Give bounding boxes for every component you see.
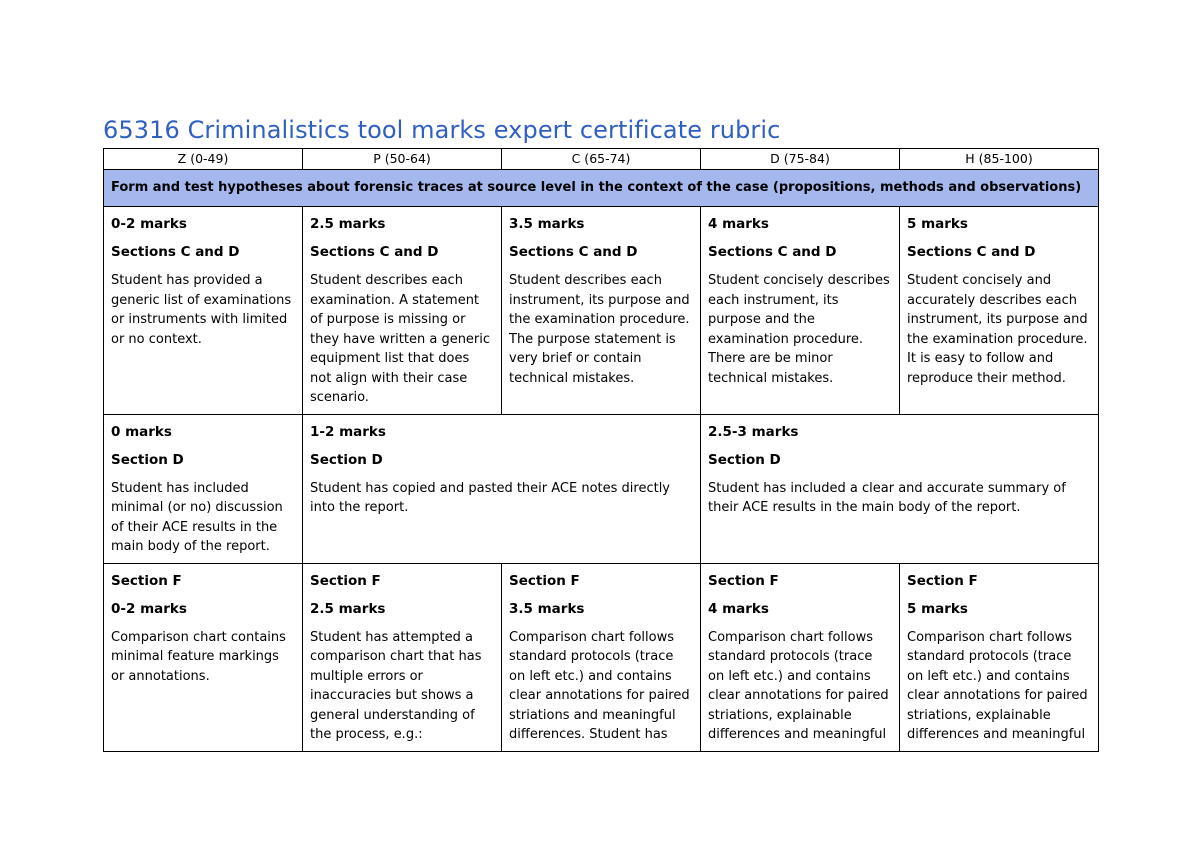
marks-label: 2.5 marks xyxy=(310,600,386,617)
marks-label: 0-2 marks xyxy=(111,600,187,617)
criterion-heading: Form and test hypotheses about forensic traces at source level in the context of the case (propositions, methods and observations) xyxy=(104,170,1099,207)
rubric-row-methods xyxy=(104,207,1099,415)
marks-label: 0-2 marks xyxy=(111,216,187,232)
criterion-description: Comparison chart follows standard protocols (trace on left etc.) and contains clear annotations for paired striations, explainable differences and meaningful xyxy=(708,629,889,742)
section-label: Section D xyxy=(310,451,383,468)
cell-chart-d xyxy=(701,563,900,751)
criterion-description: Student concisely and accurately describes each instrument, its purpose and the examination procedure. It is easy to follow and reproduce their method. xyxy=(907,273,1088,386)
criterion-description: Comparison chart follows standard protocols (trace on left etc.) and contains clear annotations for paired striations and meaningful differences. Student has xyxy=(509,629,690,742)
criterion-description: Student describes each instrument, its purpose and the examination procedure. The purpose statement is very brief or contain technical mistakes. xyxy=(509,273,690,386)
cell-chart-h xyxy=(900,563,1099,751)
rubric-row-comparison-chart xyxy=(104,563,1099,751)
cell-methods-h xyxy=(900,207,1099,415)
cell-methods-p xyxy=(303,207,502,415)
criterion-row xyxy=(104,170,1099,207)
cell-ace-z xyxy=(104,414,303,563)
cell-methods-d xyxy=(701,207,900,415)
cell-methods-c xyxy=(502,207,701,415)
criterion-description: Student has copied and pasted their ACE notes directly into the report. xyxy=(310,480,671,515)
marks-label: 1-2 marks xyxy=(310,423,386,440)
section-label: Section F xyxy=(509,572,580,589)
marks-label: 3.5 marks xyxy=(509,600,585,617)
criterion-description: Student concisely describes each instrument, its purpose and the examination procedure. There are be minor technical mistakes. xyxy=(708,273,890,386)
section-label: Sections C and D xyxy=(509,244,638,260)
page-title: 65316 Criminalistics tool marks expert certificate rubric xyxy=(103,116,781,144)
rubric-row-ace-results xyxy=(104,414,1099,563)
cell-ace-d-h xyxy=(701,414,1099,563)
cell-chart-c xyxy=(502,563,701,751)
marks-label: 4 marks xyxy=(708,600,769,617)
criterion-description: Student has provided a generic list of examinations or instruments with limited or no context. xyxy=(111,273,292,347)
criterion-description: Student has included a clear and accurate summary of their ACE results in the main body of the report. xyxy=(708,480,1066,515)
cell-ace-p-c xyxy=(303,414,701,563)
cell-chart-p xyxy=(303,563,502,751)
band-d-header: D (75-84) xyxy=(701,149,900,170)
marks-label: 5 marks xyxy=(907,216,968,232)
band-z-header: Z (0-49) xyxy=(104,149,303,170)
marks-label: 5 marks xyxy=(907,600,968,617)
criterion-description: Comparison chart contains minimal feature markings or annotations. xyxy=(111,629,286,684)
cell-methods-z xyxy=(104,207,303,415)
marks-label: 3.5 marks xyxy=(509,216,585,232)
section-label: Section F xyxy=(708,572,779,589)
marks-label: 2.5 marks xyxy=(310,216,386,232)
criterion-description: Student describes each examination. A statement of purpose is missing or they have written a generic equipment list that does not align with their case scenario. xyxy=(310,273,491,405)
cell-chart-z xyxy=(104,563,303,751)
criterion-description: Comparison chart follows standard protocols (trace on left etc.) and contains clear annotations for paired striations, explainable differences and meaningful xyxy=(907,629,1088,742)
band-header-row xyxy=(104,149,1099,170)
section-label: Section D xyxy=(111,451,184,468)
section-label: Sections C and D xyxy=(111,244,240,260)
section-label: Section F xyxy=(907,572,978,589)
marks-label: 0 marks xyxy=(111,423,172,440)
criterion-description: Student has attempted a comparison chart that has multiple errors or inaccuracies but shows a general understanding of the process, e.g.: xyxy=(310,629,482,742)
section-label: Sections C and D xyxy=(907,244,1036,260)
section-label: Section F xyxy=(111,572,182,589)
section-label: Section D xyxy=(708,451,781,468)
marks-label: 4 marks xyxy=(708,216,769,232)
section-label: Sections C and D xyxy=(708,244,837,260)
criterion-description: Student has included minimal (or no) discussion of their ACE results in the main body of the report. xyxy=(111,480,283,554)
rubric-table xyxy=(103,148,1099,752)
section-label: Sections C and D xyxy=(310,244,439,260)
band-h-header: H (85-100) xyxy=(900,149,1099,170)
band-c-header: C (65-74) xyxy=(502,149,701,170)
marks-label: 2.5-3 marks xyxy=(708,423,799,440)
band-p-header: P (50-64) xyxy=(303,149,502,170)
section-label: Section F xyxy=(310,572,381,589)
